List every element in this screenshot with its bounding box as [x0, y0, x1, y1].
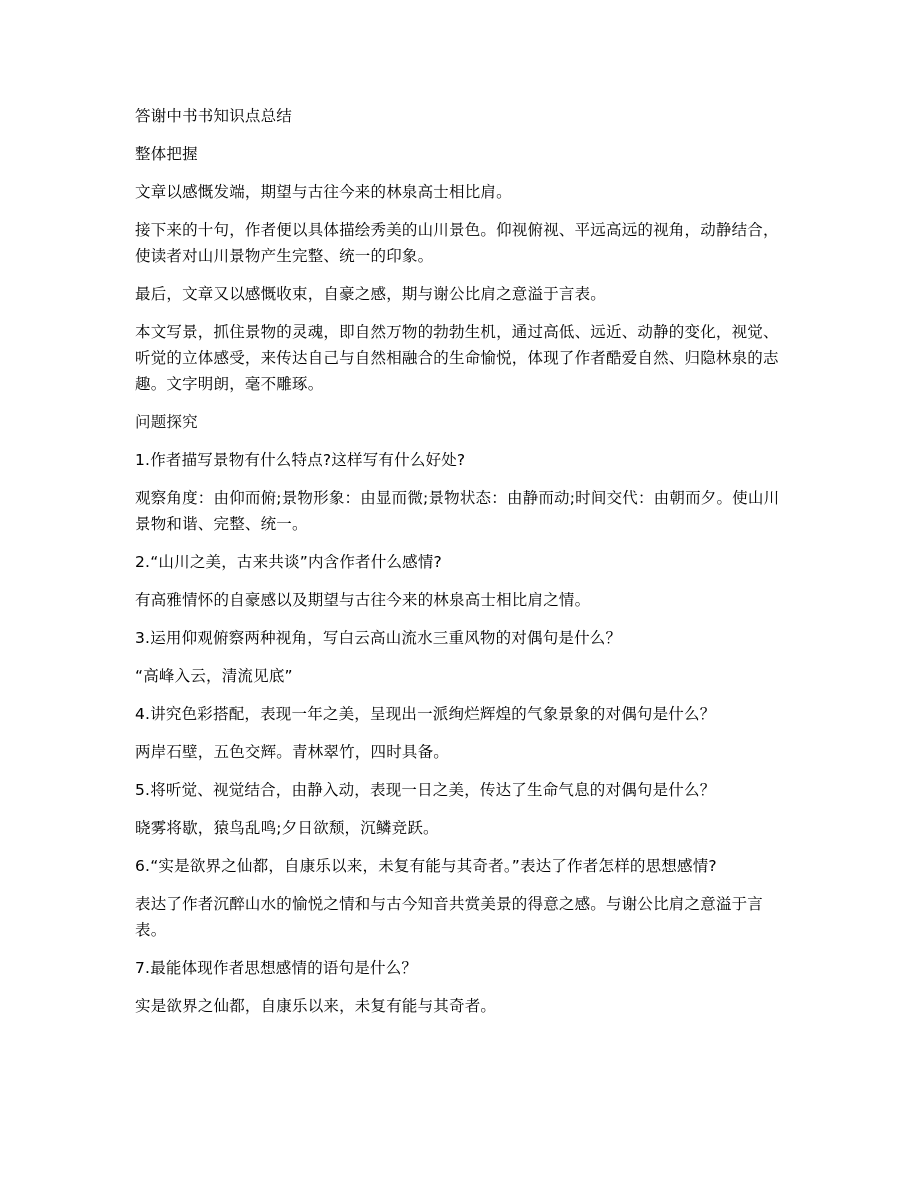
answer-3: “高峰入云，清流见底” [135, 667, 293, 685]
question-3: 3.运用仰观俯察两种视角，写白云高山流水三重风物的对偶句是什么？ [135, 629, 622, 647]
answer-6: 表达了作者沉醉山水的愉悦之情和与古今知音共赏美景的得意之感。与谢公比肩之意溢于言表。 [135, 895, 764, 939]
question-6: 6.“实是欲界之仙都，自康乐以来，未复有能与其奇者。”表达了作者怎样的思想感情? [135, 857, 717, 875]
question-1: 1.作者描写景物有什么特点?这样写有什么好处? [135, 451, 466, 469]
answer-1: 观察角度：由仰而俯;景物形象：由显而微;景物状态：由静而动;时间交代：由朝而夕。使山川景物和谐、完整、统一。 [135, 489, 780, 533]
question-5: 5.将听觉、视觉结合，由静入动，表现一日之美，传达了生命气息的对偶句是什么？ [135, 781, 716, 799]
question-7: 7.最能体现作者思想感情的语句是什么？ [135, 959, 418, 977]
body-paragraph: 文章以感慨发端，期望与古往今来的林泉高士相比肩。 [135, 183, 512, 201]
body-paragraph: 最后，文章又以感慨收束，自豪之感，期与谢公比肩之意溢于言表。 [135, 285, 607, 303]
answer-4: 两岸石壁，五色交辉。青林翠竹，四时具备。 [135, 743, 450, 761]
document-title: 答谢中书书知识点总结 [135, 107, 293, 125]
question-2: 2.“山川之美，古来共谈”内含作者什么感情? [135, 553, 442, 571]
answer-7: 实是欲界之仙都，自康乐以来，未复有能与其奇者。 [135, 997, 497, 1015]
answer-2: 有高雅情怀的自豪感以及期望与古往今来的林泉高士相比肩之情。 [135, 591, 591, 609]
section-heading-overview: 整体把握 [135, 145, 198, 163]
body-paragraph: 接下来的十句，作者便以具体描绘秀美的山川景色。仰视俯视、平远高远的视角，动静结合，使读者对山川景物产生完整、统一的印象。 [135, 221, 779, 265]
body-paragraph: 本文写景，抓住景物的灵魂，即自然万物的勃勃生机，通过高低、远近、动静的变化，视觉、听觉的立体感受，来传达自己与自然相融合的生命愉悦，体现了作者酷爱自然、归隐林泉的志趣。文字明朗，毫不雕琢。 [135, 323, 779, 393]
question-4: 4.讲究色彩搭配，表现一年之美，呈现出一派绚烂辉煌的气象景象的对偶句是什么？ [135, 705, 716, 723]
document-page [135, 103, 785, 1031]
answer-5: 晓雾将歇，猿鸟乱鸣;夕日欲颓，沉鳞竞跃。 [135, 819, 439, 837]
section-heading-questions: 问题探究 [135, 413, 198, 431]
